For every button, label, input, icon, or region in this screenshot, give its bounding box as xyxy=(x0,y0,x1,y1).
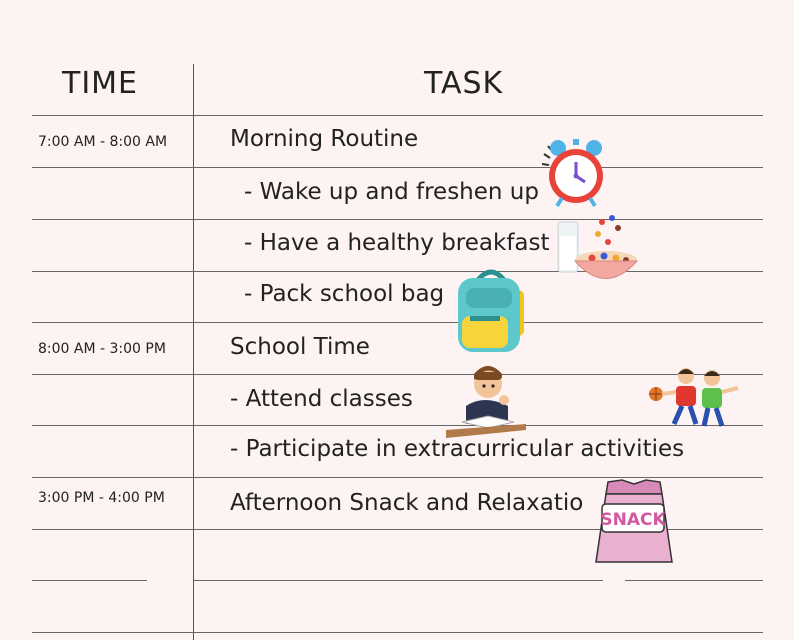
time-slot-3: 3:00 PM - 4:00 PM xyxy=(38,490,165,506)
task-attend-classes: - Attend classes xyxy=(230,386,413,412)
row-divider xyxy=(32,115,763,116)
row-divider xyxy=(32,219,763,220)
time-slot-2: 8:00 AM - 3:00 PM xyxy=(38,341,166,357)
task-extracurricular: - Participate in extracurricular activities xyxy=(230,436,685,462)
task-wake-up: - Wake up and freshen up xyxy=(244,179,539,205)
row-divider xyxy=(32,271,763,272)
time-slot-1: 7:00 AM - 8:00 AM xyxy=(38,134,168,150)
snack-bag-label: SNACK xyxy=(600,510,666,530)
kids-playing-icon xyxy=(646,364,742,432)
snack-bag-icon xyxy=(594,478,674,568)
task-school-time: School Time xyxy=(230,334,370,360)
breakfast-icon xyxy=(556,214,638,290)
alarm-clock-icon xyxy=(540,136,612,210)
row-divider xyxy=(193,580,603,581)
task-pack-bag: - Pack school bag xyxy=(244,281,445,307)
row-divider xyxy=(625,580,763,581)
backpack-icon xyxy=(454,268,528,354)
task-breakfast: - Have a healthy breakfast xyxy=(244,230,550,256)
row-divider xyxy=(32,322,763,323)
student-reading-icon xyxy=(444,360,528,440)
task-morning-routine: Morning Routine xyxy=(230,126,419,152)
task-column-header: TASK xyxy=(424,66,504,101)
row-divider xyxy=(32,580,147,581)
column-divider xyxy=(193,64,194,640)
time-column-header: TIME xyxy=(62,66,139,101)
row-divider xyxy=(32,632,763,633)
task-afternoon-snack: Afternoon Snack and Relaxatio xyxy=(230,490,584,516)
row-divider xyxy=(32,167,763,168)
